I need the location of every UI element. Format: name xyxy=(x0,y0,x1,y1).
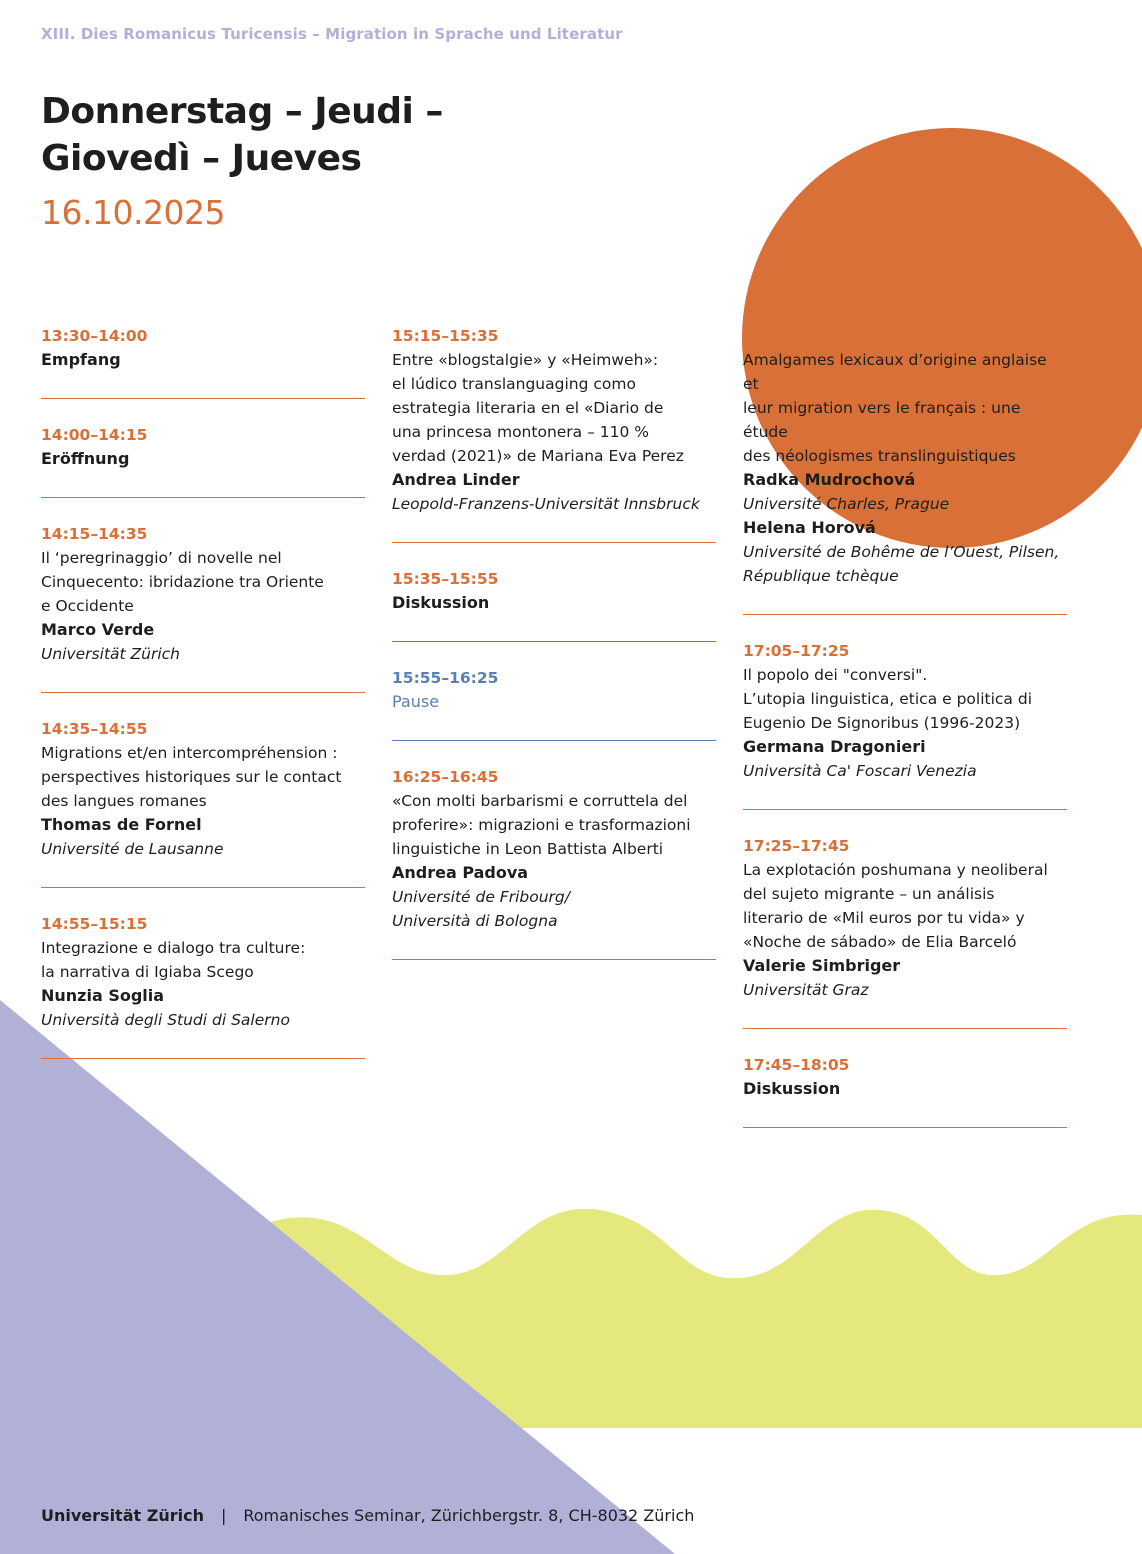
speaker-affiliation: Università Ca' Foscari Venezia xyxy=(743,762,977,780)
slot-time: 15:55–16:25 xyxy=(392,669,499,687)
speaker-name: Valerie Simbriger xyxy=(743,956,901,975)
speaker-name: Marco Verde xyxy=(41,620,155,639)
footer xyxy=(41,1506,694,1525)
speaker-name: Nunzia Soglia xyxy=(41,986,165,1005)
speaker-name: Germana Dragonieri xyxy=(743,737,926,756)
talk-title: «Con molti barbarismi e corruttela del proferire»: migrazioni e trasformazioni linguistiche in Leon Battista Alberti xyxy=(392,792,691,858)
slot-time: 14:15–14:35 xyxy=(41,525,148,543)
title-line-1: Donnerstag – Jeudi – xyxy=(41,91,443,132)
speaker-affiliation: Université de Bohême de l’Ouest, Pilsen, République tchèque xyxy=(743,543,1060,585)
page-title xyxy=(41,88,443,182)
schedule-slot xyxy=(41,522,365,693)
speaker-affiliation: Université Charles, Prague xyxy=(743,495,950,513)
slot-time: 13:30–14:00 xyxy=(41,327,148,345)
slot-time: 16:45–17:05 xyxy=(743,327,850,345)
slot-heading: Empfang xyxy=(41,350,121,369)
talk-title: Integrazione e dialogo tra culture: la narrativa di Igiaba Scego xyxy=(41,939,306,981)
talk-title: La explotación poshumana y neoliberal del sujeto migrante – un análisis literario de «Mil euros por tu vida» y «Noche de sábado» de Elia Barceló xyxy=(743,861,1048,951)
footer-separator: | xyxy=(220,1506,227,1525)
schedule-slot xyxy=(743,1053,1067,1128)
schedule-slot xyxy=(392,324,716,543)
slot-heading: Eröffnung xyxy=(41,449,130,468)
slot-time: 17:25–17:45 xyxy=(743,837,850,855)
speaker-affiliation: Universität Zürich xyxy=(41,645,180,663)
schedule-slot xyxy=(743,639,1067,810)
slot-time: 15:15–15:35 xyxy=(392,327,499,345)
slot-time: 17:45–18:05 xyxy=(743,1056,850,1074)
talk-title: Il popolo dei "conversi". L’utopia linguistica, etica e politica di Eugenio De Signoribus (1996-2023) xyxy=(743,666,1032,732)
speaker-name: Helena Horová xyxy=(743,518,876,537)
speaker-name: Andrea Linder xyxy=(392,470,520,489)
schedule-slot xyxy=(41,423,365,498)
pause-slot xyxy=(392,666,716,741)
title-line-2: Giovedì – Jueves xyxy=(41,138,362,179)
slot-heading: Diskussion xyxy=(743,1079,841,1098)
schedule-column-2 xyxy=(392,324,716,984)
slot-heading: Diskussion xyxy=(392,593,490,612)
pause-label: Pause xyxy=(392,692,440,711)
schedule-slot xyxy=(41,912,365,1059)
slot-time: 14:00–14:15 xyxy=(41,426,148,444)
speaker-name: Thomas de Fornel xyxy=(41,815,202,834)
speaker-affiliation: Università degli Studi di Salerno xyxy=(41,1011,290,1029)
schedule-column-3 xyxy=(743,324,1067,1152)
schedule-slot xyxy=(743,834,1067,1029)
speaker-name: Radka Mudrochová xyxy=(743,470,916,489)
slot-time: 14:35–14:55 xyxy=(41,720,148,738)
schedule-slot xyxy=(743,324,1067,615)
talk-title: Entre «blogstalgie» y «Heimweh»: el lúdico translanguaging como estrategia literaria en el «Diario de una princesa montonera – 110 % verdad (2021)» de Mariana Eva Perez xyxy=(392,351,684,465)
speaker-affiliation: Université de Fribourg/ Università di Bologna xyxy=(392,888,570,930)
speaker-affiliation: Université de Lausanne xyxy=(41,840,224,858)
slot-time: 15:35–15:55 xyxy=(392,570,499,588)
slot-time: 14:55–15:15 xyxy=(41,915,148,933)
schedule-slot xyxy=(392,765,716,960)
talk-title: Il ‘peregrinaggio’ di novelle nel Cinquecento: ibridazione tra Oriente e Occidente xyxy=(41,549,324,615)
slot-time: 16:25–16:45 xyxy=(392,768,499,786)
speaker-affiliation: Universität Graz xyxy=(743,981,869,999)
event-date: 16.10.2025 xyxy=(41,193,225,232)
talk-title: Migrations et/en intercompréhension : perspectives historiques sur le contact des langues romanes xyxy=(41,744,342,810)
schedule-slot xyxy=(41,717,365,888)
speaker-affiliation: Leopold-Franzens-Universität Innsbruck xyxy=(392,495,700,513)
talk-title: Amalgames lexicaux d’origine anglaise et leur migration vers le français : une étude des néologismes translinguistiques xyxy=(743,351,1047,465)
speaker-name: Andrea Padova xyxy=(392,863,529,882)
event-series-title: XIII. Dies Romanicus Turicensis – Migration in Sprache und Literatur xyxy=(41,25,623,43)
footer-university: Universität Zürich xyxy=(41,1506,204,1525)
schedule-slot xyxy=(41,324,365,399)
schedule-column-1 xyxy=(41,324,365,1083)
footer-address: Romanisches Seminar, Zürichbergstr. 8, CH-8032 Zürich xyxy=(243,1506,695,1525)
schedule-slot xyxy=(392,567,716,642)
slot-time: 17:05–17:25 xyxy=(743,642,850,660)
